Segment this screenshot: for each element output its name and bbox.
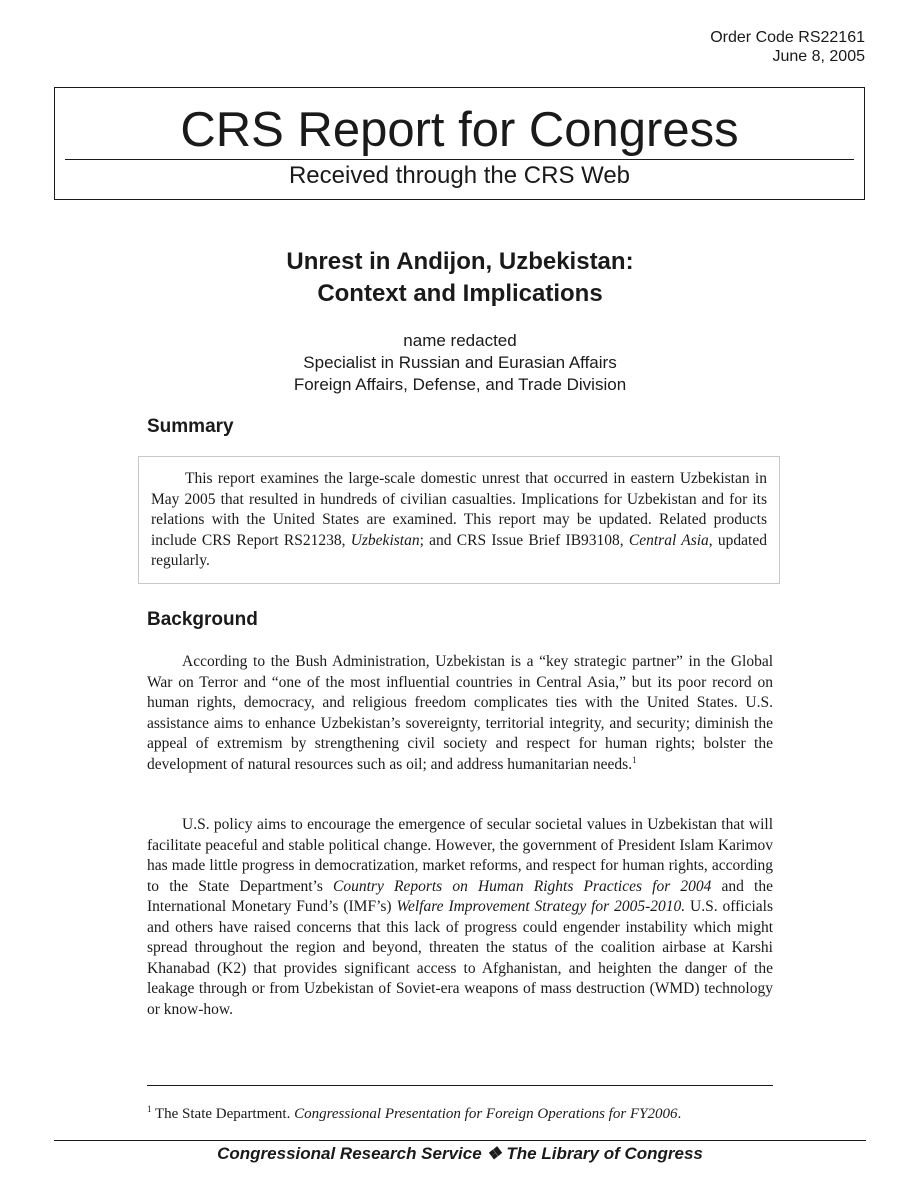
- footnote-citation: Congressional Presentation for Foreign Operations for FY2006: [294, 1106, 678, 1122]
- report-ref-country-reports: Country Reports on Human Rights Practices for 2004: [333, 877, 712, 895]
- order-code: Order Code RS22161: [710, 29, 865, 46]
- background-heading: Background: [147, 609, 258, 630]
- author-block: [0, 330, 920, 396]
- masthead-divider: [65, 159, 854, 160]
- author-division: Foreign Affairs, Defense, and Trade Division: [293, 375, 627, 394]
- footer-crs: Congressional Research Service: [217, 1144, 482, 1163]
- author-title: Specialist in Russian and Eurasian Affairs: [303, 353, 617, 372]
- page-footer: [0, 1143, 920, 1165]
- report-ref-welfare-strategy: Welfare Improvement Strategy for 2005-2010.: [396, 898, 686, 915]
- report-title-line-2: Context and Implications: [317, 280, 603, 307]
- background-paragraph-1: According to the Bush Administration, Uzbekistan is a “key strategic partner” in the Global War on Terror and “one of the most influential countries in Central Asia,” but its poor record on human rights, democracy, and religious freedom complicates ties with the United States. U.S. assistance aims to enhance Uzbekistan’s sovereignty, territorial integrity, and security; diminish the appeal of extremism by strengthening civil society and respect for human rights; bolster the development of natural resources such as oil; and address humanitarian needs.$^1$: [147, 653, 773, 773]
- footer-divider: [54, 1140, 866, 1141]
- footnote: $^1$ The State Department. Congressional Presentation for Foreign Operations for FY2006.: [147, 1104, 682, 1122]
- report-date: June 8, 2005: [772, 48, 865, 65]
- summary-ref-uzbekistan: Uzbekistan: [350, 531, 420, 549]
- footer-library: The Library of Congress: [506, 1144, 703, 1163]
- summary-box: [138, 456, 780, 584]
- footnote-reference: 1: [632, 754, 637, 765]
- background-paragraph-2: U.S. policy aims to encourage the emergence of secular societal values in Uzbekistan that will facilitate peaceful and stable political change. However, the government of President Islam Karimov has made little progress in democratization, market reforms, and respect for human rights, according to the State Department’s Country Reports on Human Rights Practices for 2004 and the International Monetary Fund’s (IMF’s) Welfare Improvement Strategy for 2005-2010. U.S. officials and others have raised concerns that this lack of progress could engender instability which might spread throughout the region and beyond, threaten the status of the coalition airbase at Karshi Khanabad (K2) that provides significant access to Afghanistan, and heighten the danger of the leakage through or from Uzbekistan of Soviet-era weapons of mass destruction (WMD) technology or know-how.: [147, 816, 773, 1018]
- summary-heading: Summary: [147, 416, 234, 437]
- author-name: name redacted: [403, 331, 517, 350]
- summary-text: This report examines the large-scale domestic unrest that occurred in eastern Uzbekistan in May 2005 that resulted in hundreds of civilian casualties. Implications for Uzbekistan and for its relations with the United States are examined. This report may be updated. Related products include CRS Report RS21238, Uzbekistan; and CRS Issue Brief IB93108, Central Asia, updated regularly.: [151, 470, 767, 569]
- report-title-line-1: Unrest in Andijon, Uzbekistan:: [286, 248, 634, 275]
- report-title: [0, 246, 920, 310]
- footnote-divider: [147, 1085, 773, 1086]
- summary-ref-central-asia: Central Asia: [628, 531, 709, 549]
- order-code-block: [710, 28, 865, 66]
- masthead-subtitle: Received through the CRS Web: [288, 162, 631, 189]
- footer-separator-icon: ❖: [486, 1144, 502, 1163]
- masthead-box: [54, 87, 865, 200]
- footnote-number: 1: [147, 1104, 152, 1114]
- masthead-title: CRS Report for Congress: [180, 103, 739, 157]
